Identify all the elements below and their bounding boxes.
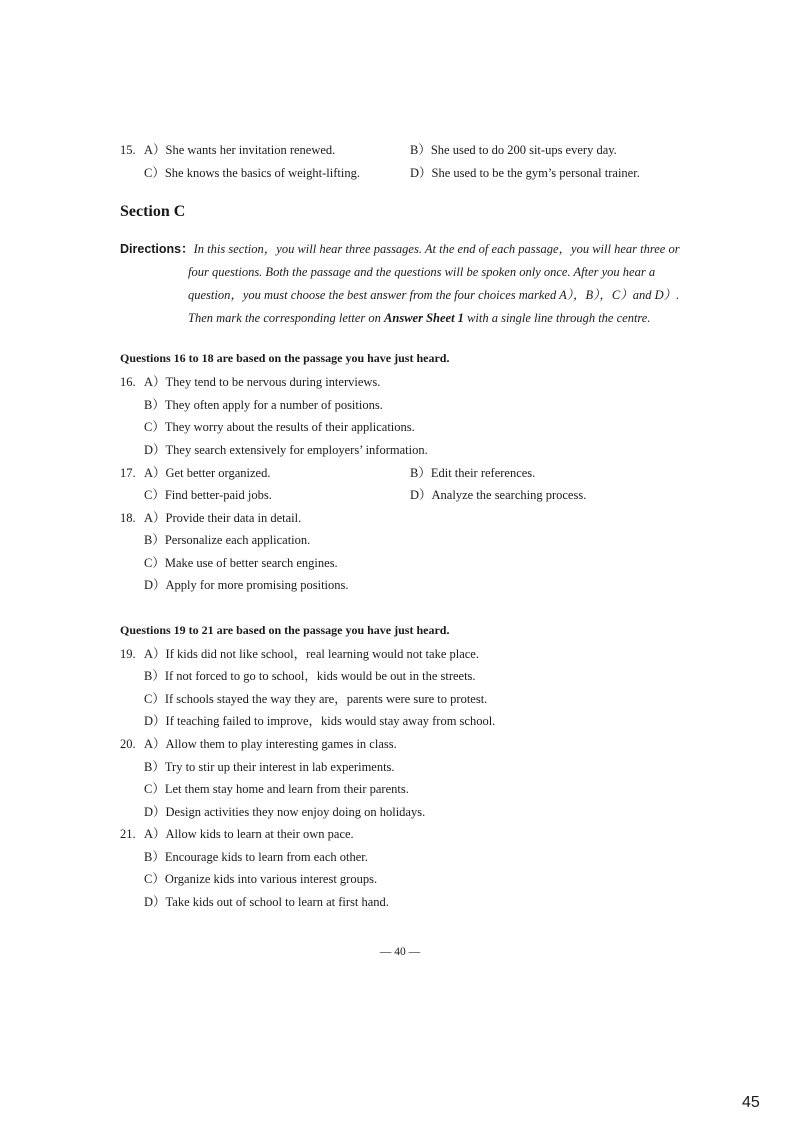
question-number: 21. <box>120 827 136 841</box>
option-a: A）Allow kids to learn at their own pace. <box>144 827 354 841</box>
option-a: A）Allow them to play interesting games in class. <box>144 737 397 751</box>
option-b: B）If not forced to go to school，kids would be out in the streets. <box>144 669 476 683</box>
question-number: 16. <box>120 375 136 389</box>
option-b: B）She used to do 200 sit-ups every day. <box>410 143 617 157</box>
option-a: A）If kids did not like school，real learning would not take place. <box>144 647 479 661</box>
option-d: D）Design activities they now enjoy doing on holidays. <box>144 805 426 819</box>
option-d: D）Analyze the searching process. <box>410 488 587 502</box>
option-b: B）They often apply for a number of positions. <box>144 398 383 412</box>
directions-label: Directions： <box>120 242 194 256</box>
option-a: A）They tend to be nervous during interviews. <box>144 375 381 389</box>
question-number: 20. <box>120 737 136 751</box>
corner-page-number: 45 <box>742 1094 760 1111</box>
option-c: C）They worry about the results of their applications. <box>144 420 415 434</box>
option-b: B）Edit their references. <box>410 466 536 480</box>
option-c: C）Organize kids into various interest groups. <box>144 872 378 886</box>
section-title: Section C <box>120 203 186 220</box>
group1-heading: Questions 16 to 18 are based on the passage you have just heard. <box>120 351 450 365</box>
option-c: C）If schools stayed the way they are，parents were sure to protest. <box>144 692 488 706</box>
question-number: 17. <box>120 466 136 480</box>
directions-line-3: question，you must choose the best answer from the four choices marked A），B），C）and D）. <box>188 288 680 302</box>
option-c: C）Find better-paid jobs. <box>144 488 272 502</box>
option-d: D）Take kids out of school to learn at first hand. <box>144 895 389 909</box>
question-number: 19. <box>120 647 136 661</box>
option-d: D）They search extensively for employers’ information. <box>144 443 428 457</box>
question-number: 15. <box>120 143 136 157</box>
directions-line-2: four questions. Both the passage and the questions will be spoken only once. After you hear a <box>188 265 656 279</box>
option-b: B）Try to stir up their interest in lab experiments. <box>144 760 395 774</box>
directions-text-4-post: with a single line through the centre. <box>463 311 651 325</box>
directions-line-1 <box>120 238 680 261</box>
option-d: D）Apply for more promising positions. <box>144 578 349 592</box>
option-d: D）If teaching failed to improve，kids would stay away from school. <box>144 714 496 728</box>
group2-heading: Questions 19 to 21 are based on the passage you have just heard. <box>120 623 450 637</box>
directions-text-1: In this section，you will hear three passages. At the end of each passage，you will hear three or <box>193 242 680 256</box>
question-number: 18. <box>120 511 136 525</box>
option-d: D）She used to be the gym’s personal trainer. <box>410 166 640 180</box>
option-c: C）She knows the basics of weight-lifting. <box>144 166 360 180</box>
option-a: A）Get better organized. <box>144 466 271 480</box>
option-b: B）Encourage kids to learn from each other. <box>144 850 368 864</box>
directions-line-4 <box>188 307 651 330</box>
page-number: — 40 — <box>379 946 421 958</box>
directions-text-4-pre: Then mark the corresponding letter on <box>188 311 385 325</box>
option-c: C）Make use of better search engines. <box>144 556 338 570</box>
option-b: B）Personalize each application. <box>144 533 311 547</box>
answer-sheet-ref: Answer Sheet 1 <box>384 311 464 325</box>
option-a: A）She wants her invitation renewed. <box>144 143 336 157</box>
option-c: C）Let them stay home and learn from their parents. <box>144 782 409 796</box>
option-a: A）Provide their data in detail. <box>144 511 302 525</box>
